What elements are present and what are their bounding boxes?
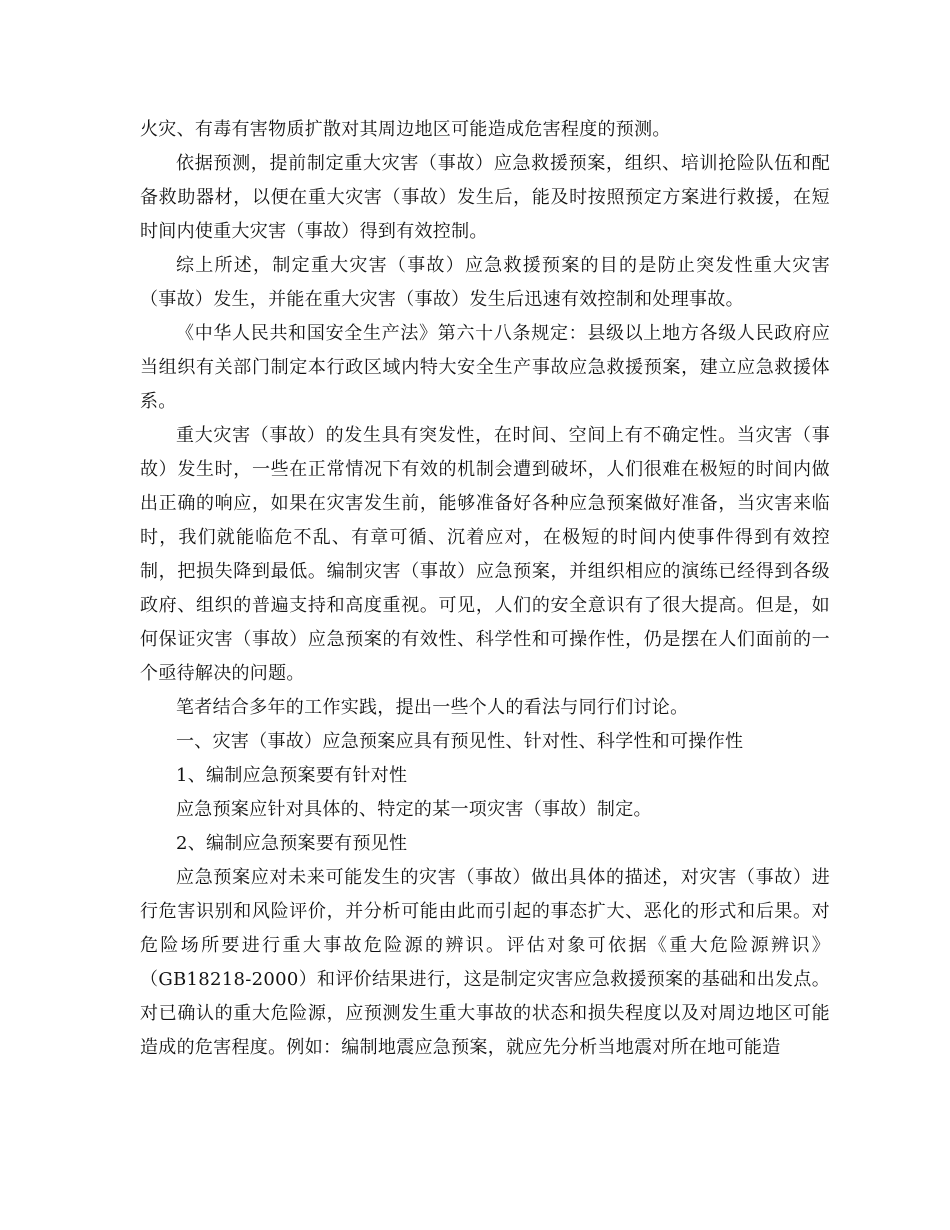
paragraph-8: 应急预案应对未来可能发生的灾害（事故）做出具体的描述，对灾害（事故）进行危害识别和风险评价，并分析可能由此而引起的事态扩大、恶化的形式和后果。对危险场所要进行重大事故危险源的辨识。评估对象可依据《重大危险源辨识》（GB18218-2000）和评价结果进行，这是制定灾害应急救援预案的基础和出发点。对已确认的重大危险源，应预测发生重大事故的状态和损失程度以及对周边地区可能造成的危害程度。例如：编制地震应急预案，就应先分析当地震对所在地可能造 (140, 867, 830, 1058)
section-heading-1: 一、灾害（事故）应急预案应具有预见性、针对性、科学性和可操作性 (176, 731, 744, 752)
document-body (140, 113, 830, 1065)
paragraph-5: 重大灾害（事故）的发生具有突发性，在时间、空间上有不确定性。当灾害（事故）发生时，一些在正常情况下有效的机制会遭到破坏，人们很难在极短的时间内做出正确的响应，如果在灾害发生前，能够准备好各种应急预案做好准备，当灾害来临时，我们就能临危不乱、有章可循、沉着应对，在极短的时间内使事件得到有效控制，把损失降到最低。编制灾害（事故）应急预案，并组织相应的演练已经得到各级政府、组织的普遍支持和高度重视。可见，人们的安全意识有了很大提高。但是，如何保证灾害（事故）应急预案的有效性、科学性和可操作性，仍是摆在人们面前的一个亟待解决的问题。 (140, 425, 830, 684)
paragraph-6: 笔者结合多年的工作实践，提出一些个人的看法与同行们讨论。 (176, 697, 689, 718)
paragraph-3: 综上所述，制定重大灾害（事故）应急救援预案的目的是防止突发性重大灾害（事故）发生，并能在重大灾害（事故）发生后迅速有效控制和处理事故。 (140, 255, 830, 310)
subsection-heading-1: 1、编制应急预案要有针对性 (176, 765, 408, 786)
subsection-heading-2: 2、编制应急预案要有预见性 (176, 833, 408, 854)
paragraph-2: 依据预测，提前制定重大灾害（事故）应急救援预案，组织、培训抢险队伍和配备救助器材，以便在重大灾害（事故）发生后，能及时按照预定方案进行救援，在短时间内使重大灾害（事故）得到有效控制。 (140, 153, 830, 242)
paragraph-7: 应急预案应针对具体的、特定的某一项灾害（事故）制定。 (176, 799, 652, 820)
paragraph-1: 火灾、有毒有害物质扩散对其周边地区可能造成危害程度的预测。 (140, 119, 671, 140)
paragraph-4: 《中华人民共和国安全生产法》第六十八条规定：县级以上地方各级人民政府应当组织有关部门制定本行政区域内特大安全生产事故应急救援预案，建立应急救援体系。 (140, 323, 830, 412)
